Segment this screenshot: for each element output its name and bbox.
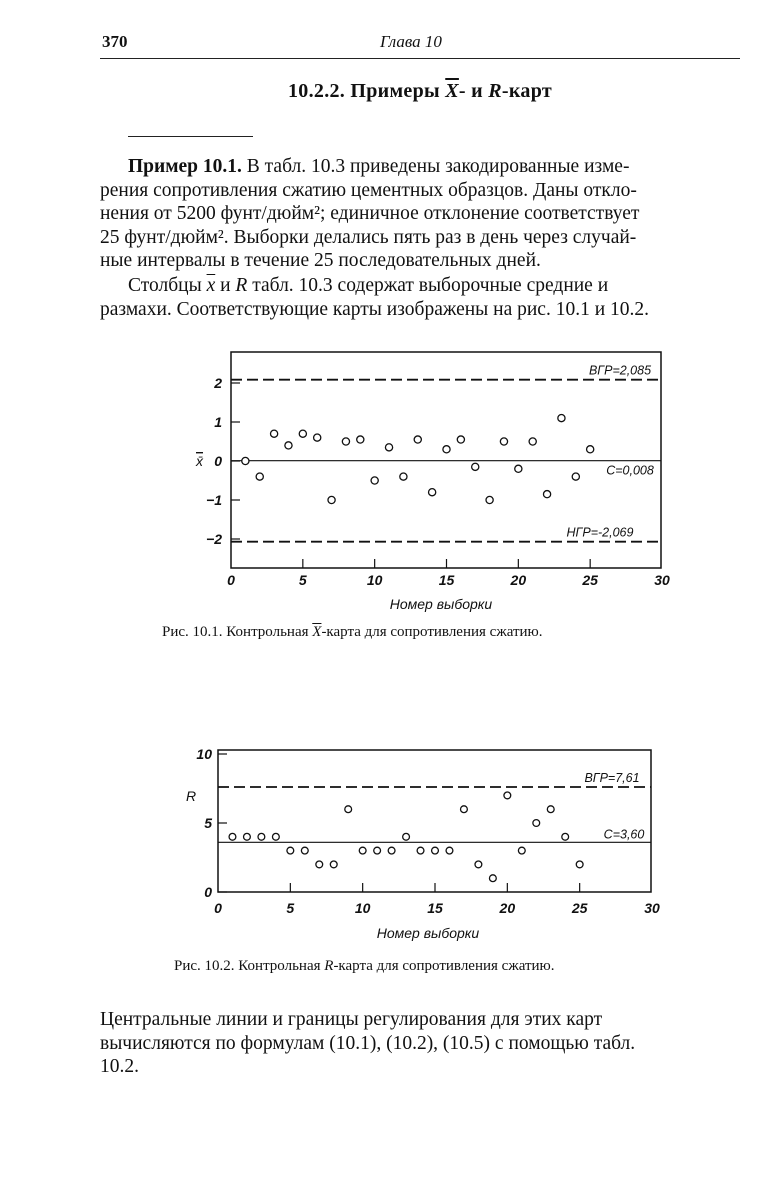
r-chart-xtick-label: 30: [644, 900, 660, 916]
r-chart-control-line-label: C=3,60: [603, 827, 645, 842]
xbar-chart-point: [299, 430, 306, 437]
r-chart-point: [461, 806, 468, 813]
chapter-title: Глава 10: [380, 32, 442, 51]
figure-2-caption: Рис. 10.2. Контрольная R-карта для сопротивления сжатию.: [174, 958, 555, 974]
r-chart-point: [359, 847, 366, 854]
xbar-chart-xtick-label: 20: [510, 572, 527, 588]
r-chart-point: [576, 861, 583, 868]
r-chart-point: [475, 861, 482, 868]
r-chart-point: [562, 833, 569, 840]
xbar-chart-point: [256, 473, 263, 480]
xbar-chart-point: [500, 438, 507, 445]
xbar-chart-ticks: [206, 375, 670, 588]
paragraph-conclusion: Центральные линии и границы регулирования для этих карт вычисляются по формулам (10.1), (10.2), (10.5) с помощью табл. 10.2.: [100, 1009, 636, 1077]
r-chart-point: [287, 847, 294, 854]
r-chart-point: [229, 833, 236, 840]
xbar-chart-point: [486, 496, 493, 503]
r-chart-point: [316, 861, 323, 868]
xbar-chart-point: [587, 446, 594, 453]
r-chart-point: [403, 833, 410, 840]
r-chart-point: [258, 833, 265, 840]
xbar-chart: [195, 352, 670, 612]
r-chart-xtick-label: 0: [214, 900, 222, 916]
xbar-chart-control-line-label: C=0,008: [606, 463, 654, 478]
xbar-chart-point: [457, 436, 464, 443]
xbar-chart-xtick-label: 5: [298, 572, 307, 588]
xbar-chart-point: [357, 436, 364, 443]
xbar-chart-point: [414, 436, 421, 443]
xbar-chart-point: [429, 489, 436, 496]
xbar-chart-point: [285, 442, 292, 449]
r-chart-xtick-label: 25: [571, 900, 588, 916]
xbar-chart-point: [342, 438, 349, 445]
r-chart-point: [432, 847, 439, 854]
r-chart-ytick-label: 10: [196, 746, 212, 762]
r-chart-control-line-label: ВГР=7,61: [584, 770, 640, 785]
xbar-chart-point: [242, 457, 249, 464]
xbar-chart-xlabel: Номер выборки: [389, 596, 493, 612]
xbar-chart-point: [271, 430, 278, 437]
r-chart-point: [547, 806, 554, 813]
xbar-chart-point: [328, 496, 335, 503]
r-chart: [186, 746, 660, 941]
figure-1-caption: Рис. 10.1. Контрольная $\overline{X}$-карта для сопротивления сжатию.: [162, 624, 543, 640]
r-chart-xtick-label: 15: [427, 900, 443, 916]
r-chart-point: [446, 847, 453, 854]
paragraph-example: Пример 10.1. В табл. 10.3 приведены закодированные изме- рения сопротивления сжатию цементных образцов. Даны откло- нения от 5200 фунт/дюйм²; единичное отклонение соответствует 25 фунт/дюйм². Выборки делались пять раз в день через случай- ные интервалы в течение 25 последовательных дней.: [100, 156, 640, 271]
xbar-chart-point: [558, 415, 565, 422]
xbar-chart-point: [515, 465, 522, 472]
r-chart-point: [330, 861, 337, 868]
r-chart-point: [272, 833, 279, 840]
xbar-chart-point: [543, 491, 550, 498]
r-chart-point: [417, 847, 424, 854]
r-chart-point: [374, 847, 381, 854]
r-chart-point: [518, 847, 525, 854]
xbar-chart-ytick-label: 1: [214, 414, 222, 430]
r-chart-point: [244, 833, 251, 840]
r-chart-point: [388, 847, 395, 854]
xbar-chart-control-line-label: ВГР=2,085: [588, 363, 652, 378]
xbar-chart-point: [572, 473, 579, 480]
xbar-chart-ytick-label: −2: [206, 531, 222, 547]
page-number: 370: [102, 32, 128, 51]
r-chart-point: [301, 847, 308, 854]
xbar-chart-point: [400, 473, 407, 480]
xbar-chart-point: [385, 444, 392, 451]
xbar-chart-ytick-label: 0: [214, 453, 222, 469]
xbar-chart-point: [371, 477, 378, 484]
xbar-chart-point: [472, 463, 479, 470]
xbar-chart-xtick-label: 10: [366, 572, 383, 588]
r-chart-point: [489, 875, 496, 882]
xbar-chart-xtick-label: 25: [582, 572, 598, 588]
xbar-chart-point: [314, 434, 321, 441]
section-title: 10.2.2. Примеры $\overline{X}-$ и R-карт: [288, 80, 552, 102]
xbar-chart-control-line-label: НГР=-2,069: [566, 525, 634, 540]
r-chart-ytick-label: 5: [204, 815, 212, 831]
r-chart-xlabel: Номер выборки: [376, 925, 480, 941]
xbar-chart-points: [242, 415, 594, 504]
r-chart-points: [229, 792, 583, 882]
xbar-chart-xtick-label: 0: [227, 572, 235, 588]
r-chart-xtick-label: 10: [354, 900, 371, 916]
xbar-chart-point: [529, 438, 536, 445]
xbar-chart-ytick-label: −1: [206, 492, 222, 508]
xbar-chart-ytick-label: 2: [214, 375, 222, 391]
paragraph-columns: Столбцы $\overline{x}$ и R табл. 10.3 содержат выборочные средние и размахи. Соответствующие карты изображены на рис. 10.1 и 10.2.: [100, 275, 649, 320]
xbar-chart-point: [443, 446, 450, 453]
r-chart-ylabel: R: [186, 788, 197, 804]
example-label: Пример 10.1.: [128, 156, 242, 177]
xbar-chart-xtick-label: 30: [654, 572, 670, 588]
xbar-chart-ylabel: x̄: [196, 453, 203, 469]
r-chart-xtick-label: 5: [286, 900, 295, 916]
xbar-chart-xtick-label: 15: [438, 572, 455, 588]
r-chart-point: [504, 792, 511, 799]
r-chart-ytick-label: 0: [204, 884, 212, 900]
r-chart-control-lines: [218, 771, 651, 842]
r-chart-point: [345, 806, 352, 813]
r-chart-point: [533, 820, 540, 827]
r-chart-xtick-label: 20: [499, 900, 516, 916]
